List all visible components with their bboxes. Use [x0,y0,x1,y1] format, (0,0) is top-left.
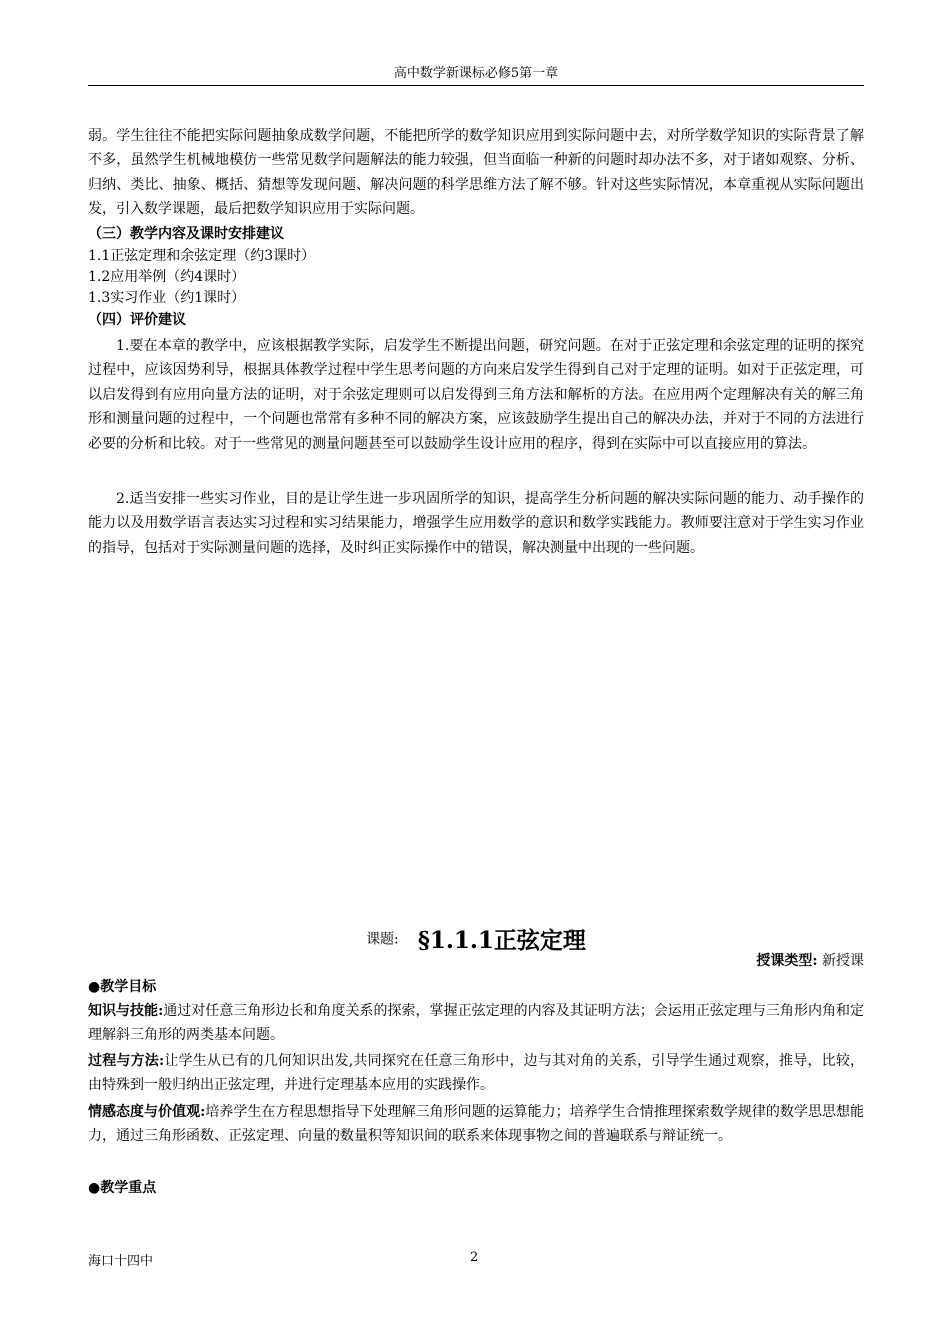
key-points-heading: ●教学重点 [88,1180,157,1196]
lesson-type [756,950,864,970]
section3-heading: （三）教学内容及课时安排建议 [88,226,284,242]
process-method-label: 过程与方法: [88,1053,165,1069]
intro-paragraph: 弱。学生往往不能把实际问题抽象成数学问题，不能把所学的数学知识应用到实际问题中去，对所学数学知识的实际背景了解不多，虽然学生机械地模仿一些常见数学问题解法的能力较强，但当面临一种新的问题时却办法不多，对于诸如观察、分析、归纳、类比、抽象、概括、猜想等发现问题、解决问题的科学思维方法了解不够。针对这些实际情况，本章重视从实际问题出发，引入数学课题，最后把数学知识应用于实际问题。 [88,128,864,218]
lesson-title-row [88,922,864,955]
attitude-values-text: 培养学生在方程思想指导下处理解三角形问题的运算能力；培养学生合情推理探索数学规律的数学思思想能力，通过三角形函数、正弦定理、向量的数量积等知识间的联系来体现事物之间的普遍联系与辩证统一。 [88,1104,865,1145]
teaching-goals-heading: ●教学目标 [88,979,157,995]
evaluation-paragraph-2: 2.适当安排一些实习作业，目的是让学生进一步巩固所学的知识，提高学生分析问题的解决实际问题的能力、动手操作的能力以及用数学语言表达实习过程和实习结果能力，增强学生应用数学的意识和数学实践能力。教师要注意对于学生实习作业的指导，包括对于实际测量问题的选择，及时纠正实际操作中的错误，解决测量中出现的一些问题。 [88,491,864,556]
evaluation-paragraph-1: 1.要在本章的教学中，应该根据教学实际，启发学生不断提出问题，研究问题。在对于正弦定理和余弦定理的证明的探究过程中，应该因势利导，根据具体教学过程中学生思考问题的方向来启发学生得到自己对于定理的证明。如对于正弦定理，可以启发得到有应用向量方法的证明，对于余弦定理则可以启发得到三角方法和解析的方法。在应用两个定理解决有关的解三角形和测量问题的过程中，一个问题也常常有多种不同的解决方案，应该鼓励学生提出自己的解决办法，并对于不同的方法进行必要的分析和比较。对于一些常见的测量问题甚至可以鼓励学生设计应用的程序，得到在实际中可以直接应用的算法。 [88,338,864,452]
section4-heading: （四）评价建议 [88,312,186,328]
lesson-title: §1.1.1正弦定理 [417,927,586,954]
footer-school: 海口十四中 [88,1254,154,1269]
page-number: 2 [470,1250,479,1265]
page-header: 高中数学新课标必修5第一章 [88,62,864,86]
attitude-values-label: 情感态度与价值观: [88,1104,206,1120]
knowledge-skills-paragraph [88,999,864,1048]
lesson-prefix: 课题: [366,931,399,948]
list-item: 1.2应用举例（约4课时） [88,269,246,285]
attitude-values-paragraph [88,1100,864,1149]
list-item: 1.3实习作业（约1课时） [88,290,246,306]
process-method-paragraph [88,1049,864,1098]
lesson-type-value: 新授课 [822,953,864,969]
process-method-text: 让学生从已有的几何知识出发,共同探究在任意三角形中，边与其对角的关系，引导学生通过观察，推导，比较，由特殊到一般归纳出正弦定理，并进行定理基本应用的实践操作。 [88,1053,865,1094]
lesson-type-label: 授课类型: [756,953,818,969]
list-item: 1.1正弦定理和余弦定理（约3课时） [88,248,316,264]
knowledge-skills-label: 知识与技能: [88,1003,164,1019]
knowledge-skills-text: 通过对任意三角形边长和角度关系的探索，掌握正弦定理的内容及其证明方法；会运用正弦定理与三角形内角和定理解斜三角形的两类基本问题。 [88,1003,864,1044]
